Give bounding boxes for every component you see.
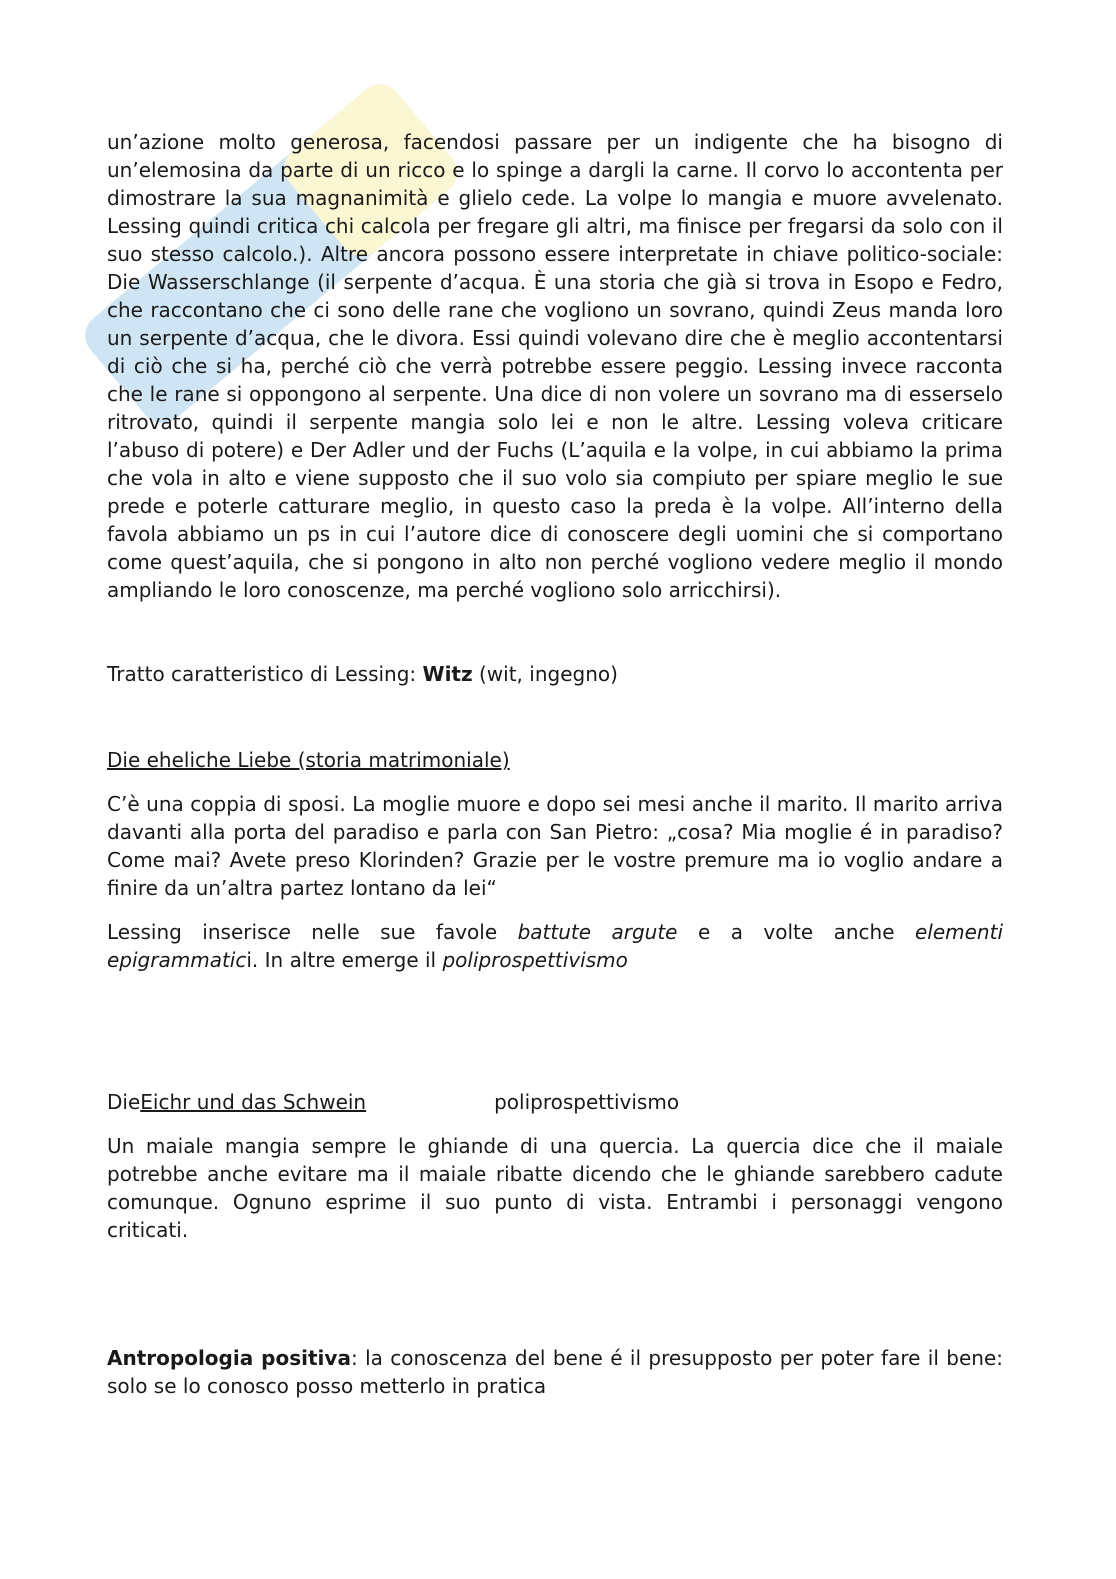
antropologia-positiva-term: Antropologia positiva	[107, 1346, 351, 1370]
insert-text-c: e	[278, 920, 291, 944]
poliprospettivismo-term: poliprospettivismo	[442, 948, 628, 972]
witz-prefix: Tratto caratteristico di Lessing:	[107, 662, 423, 686]
battute-argute-paragraph	[107, 918, 1003, 974]
fable-interpretation-paragraph: un’azione molto generosa, facendosi passare per un indigente che ha bisogno di un’elemosina da parte di un ricco e lo spinge a dargli la carne. Il corvo lo accontenta per dimostrare la sua magnanimità e glielo cede. La volpe lo mangia e muore avvelenato. Lessing quindi critica chi calcola per fregare gli altri, ma finisce per fregarsi da solo con il suo stesso calcolo.). Altre ancora possono essere interpretate in chiave politico-sociale: Die Wasserschlange (il serpente d’acqua. È una storia che già si trova in Esopo e Fedro, che raccontano che ci sono delle rane che vogliono un sovrano, quindi Zeus manda loro un serpente d’acqua, che le divora. Essi quindi volevano dire che è meglio accontentarsi di ciò che si ha, perché ciò che verrà potrebbe essere peggio. Lessing invece racconta che le rane si oppongono al serpente. Una dice di non volere un sovrano ma di esserselo ritrovato, quindi il serpente mangia solo lei e non le altre. Lessing voleva criticare l’abuso di potere) e Der Adler und der Fuchs (L’aquila e la volpe, in cui abbiamo la prima che vola in alto e viene supposto che il suo volo sia compiuto per spiare meglio le sue prede e poterle catturare meglio, in questo caso la preda è la volpe. All’interno della favola abbiamo un ps in cui l’autore dice di conoscere degli uomini che si comportano come quest’aquila, che si pongono in alto non perché vogliono vedere meglio il mondo ampliando le loro conoscenze, ma perché vogliono solo arricchirsi).	[107, 130, 1003, 602]
eheliche-liebe-paragraph: C’è una coppia di sposi. La moglie muore e dopo sei mesi anche il marito. Il marito arriva davanti alla porta del paradiso e parla con San Pietro: „cosa? Mia moglie é in paradiso? Come mai? Avete preso Klorinden? Grazie per le vostre premure ma io voglio andare a finire da un’altra partez lontano da lei“	[107, 792, 1003, 900]
insert-text-b: c	[267, 920, 279, 944]
witz-term: Witz	[422, 662, 473, 686]
heading-eiche-row	[107, 1088, 1003, 1116]
insert-text-h: i	[246, 948, 252, 972]
heading-eiche-tag: poliprospettivismo	[494, 1090, 680, 1114]
insert-text-d: nelle sue favole	[290, 920, 518, 944]
antropologia-positiva-paragraph	[107, 1344, 1003, 1400]
heading-eiche-prefix: Die	[107, 1090, 141, 1114]
insert-text-f: e a volte anche	[677, 920, 915, 944]
witz-line	[107, 660, 1003, 688]
insert-text-i: . In altre emerge il	[251, 948, 443, 972]
witz-suffix: (wit, ingegno)	[472, 662, 618, 686]
elementi-epigrammatici-term: elementi epigrammatic	[107, 920, 1003, 972]
battute-argute-term: battute argute	[517, 920, 678, 944]
document-page	[107, 128, 1003, 1400]
insert-text-a: Lessing inseris	[107, 920, 268, 944]
heading-eiche-title: Eichr und das Schwein	[140, 1090, 367, 1114]
heading-eheliche-liebe: Die eheliche Liebe (storia matrimoniale)	[107, 748, 510, 772]
eiche-schwein-paragraph: Un maiale mangia sempre le ghiande di una quercia. La quercia dice che il maiale potrebbe anche evitare ma il maiale ribatte dicendo che le ghiande sarebbero cadute comunque. Ognuno esprime il suo punto di vista. Entrambi i personaggi vengono criticati.	[107, 1134, 1003, 1242]
antropologia-positiva-definition: : la conoscenza del bene é il presupposto per poter fare il bene: solo se lo conosco posso metterlo in pratica	[107, 1346, 1003, 1398]
